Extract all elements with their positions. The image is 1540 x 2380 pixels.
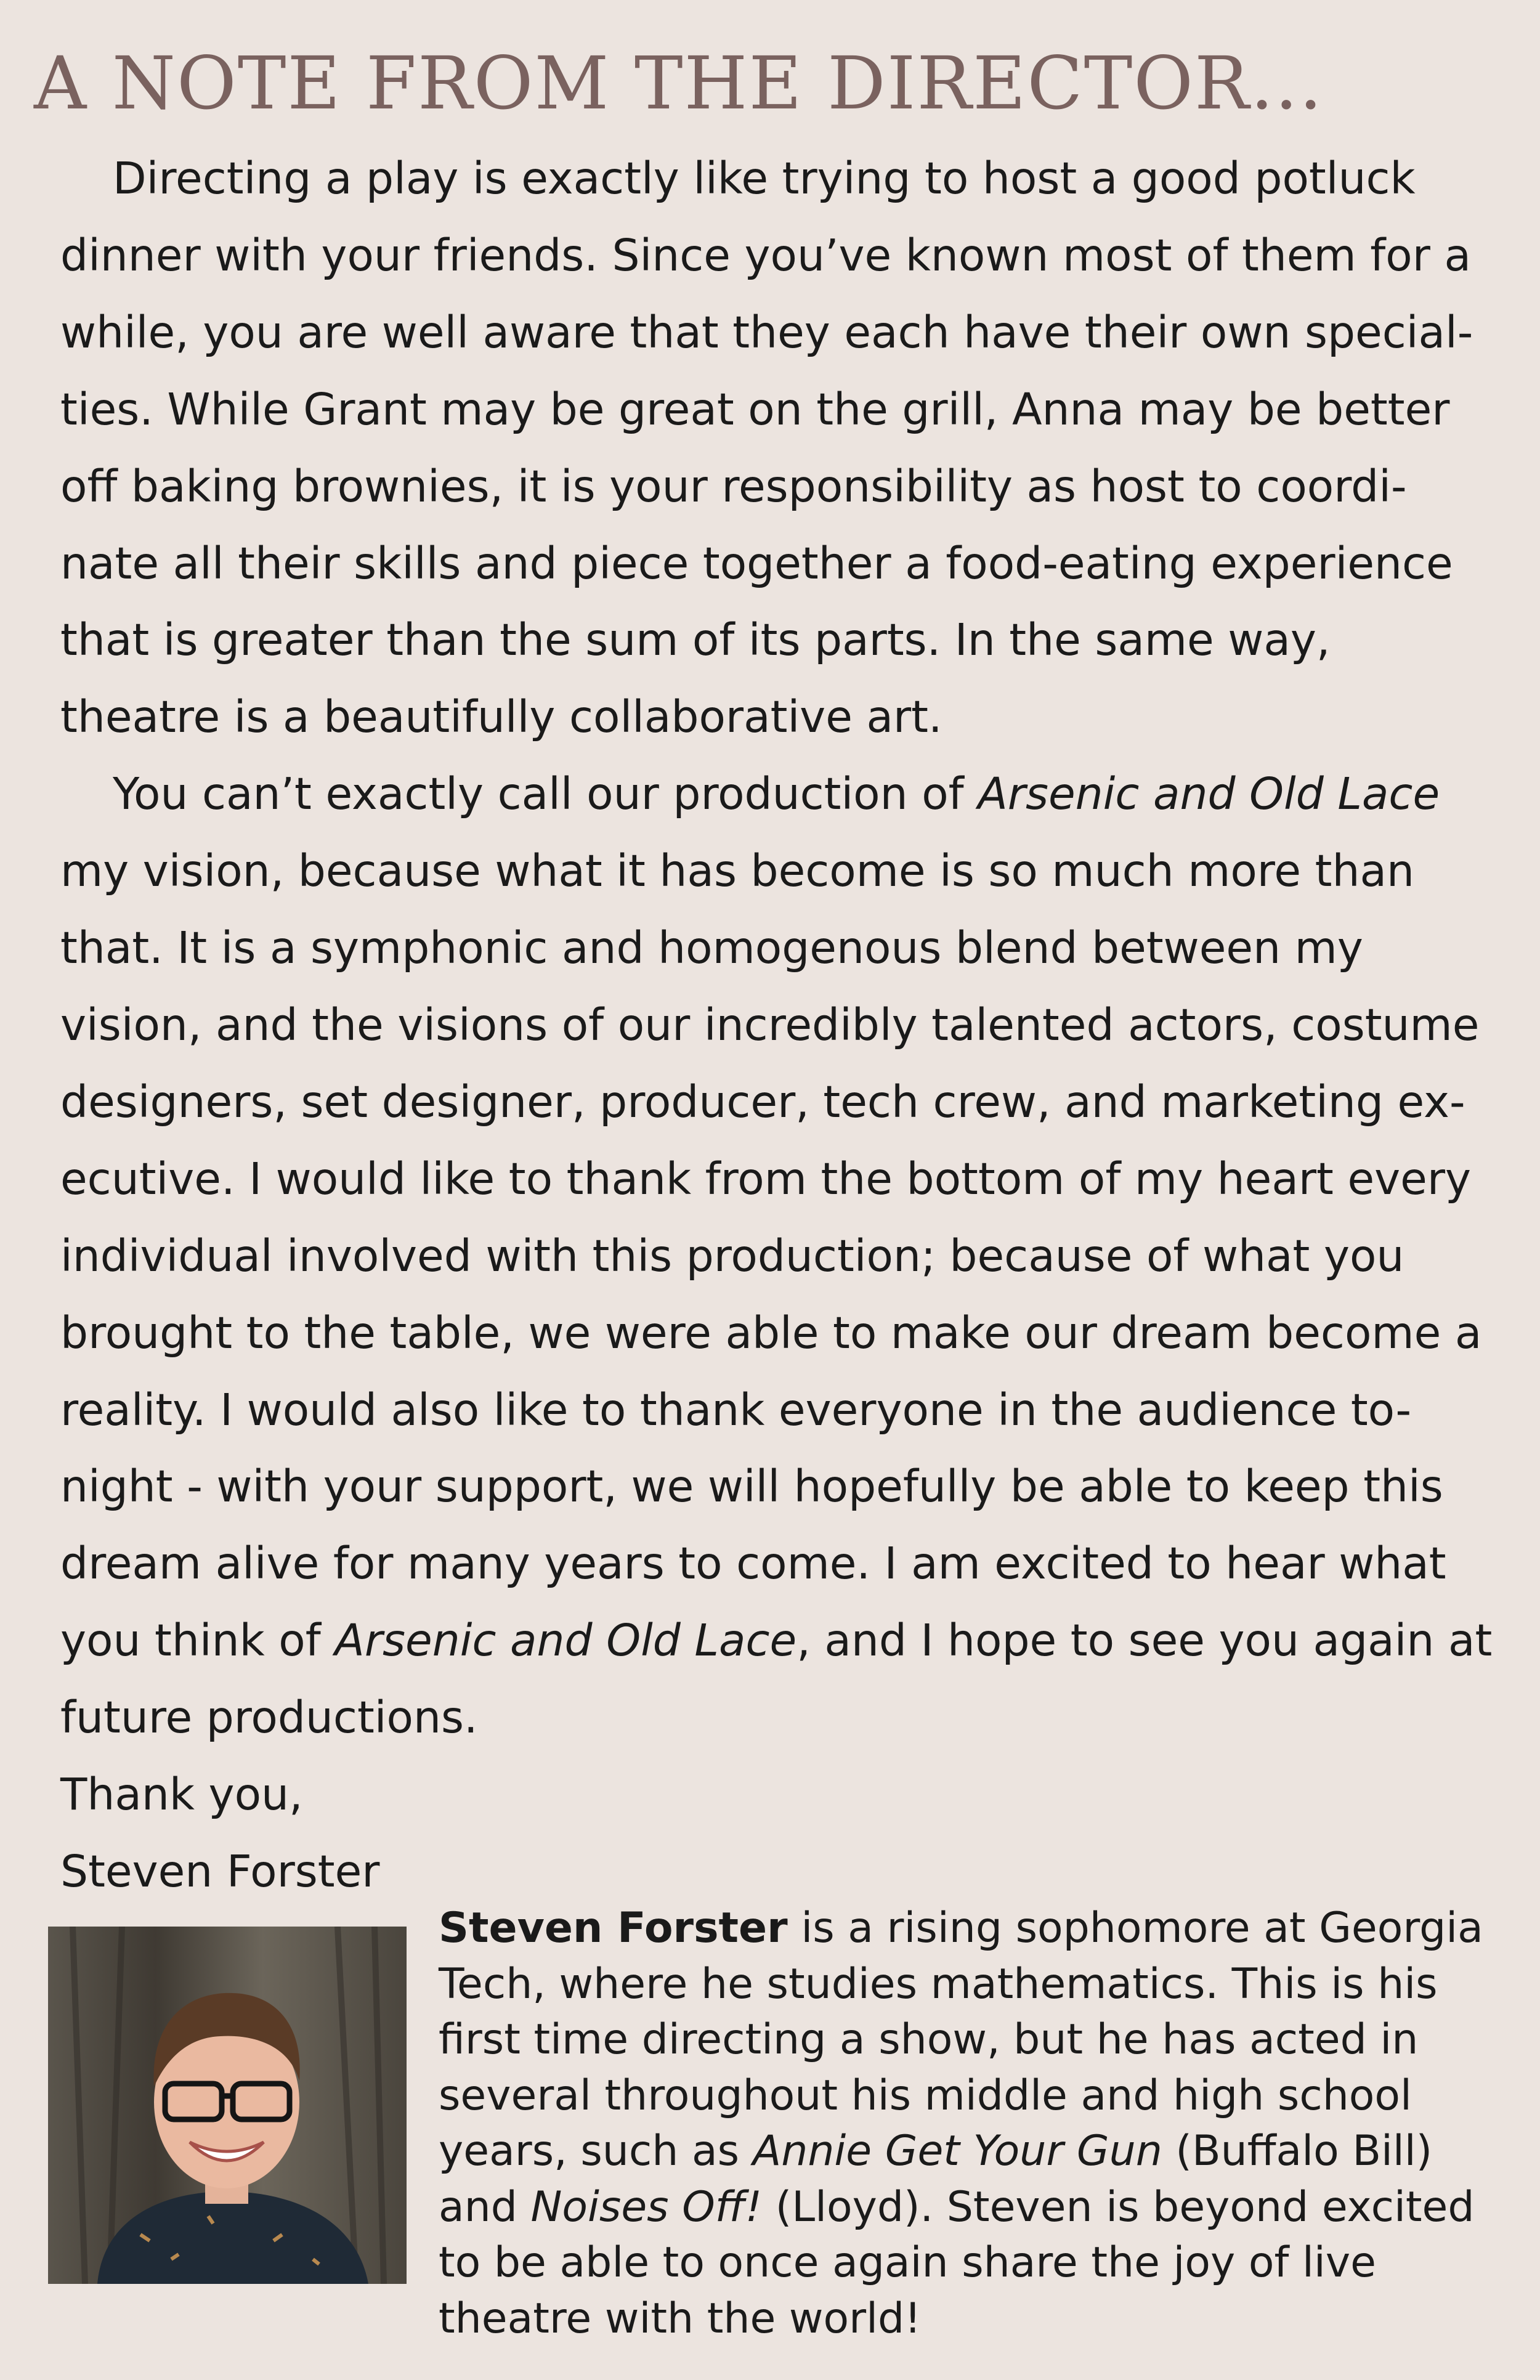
letter-closing: Thank you, [60, 1769, 303, 1821]
show-title: Annie Get Your Gun [752, 2127, 1162, 2175]
letter-text: You can’t exactly call our production of [113, 768, 978, 820]
director-bio [439, 1901, 1510, 2347]
portrait-image [48, 1927, 407, 2284]
bio-name: Steven Forster [439, 1904, 788, 1952]
bio-paragraph [439, 1901, 1510, 2347]
page-title: A NOTE FROM THE DIRECTOR... [34, 41, 1324, 126]
director-letter [60, 140, 1496, 1911]
letter-paragraph-2 [60, 756, 1496, 1757]
letter-paragraph-1: Directing a play is exactly like trying to host a good potluck dinner with your friends. Since you’ve known most of them for a while, you are well aware that they each have their own special-ties. While Grant may be great on the grill, Anna may be better off baking brownies, it is your responsibility as host to coordi-nate all their skills and piece together a food-eating experience that is greater than the sum of its parts. In the same way, theatre is a beautifully collaborative art. [60, 153, 1473, 743]
play-title: Arsenic and Old Lace [978, 768, 1440, 820]
bio-text: is a rising sophomore at Georgia Tech, where he studies mathematics. This is his first time directing a show, but he has acted in several throughout his middle and high school years, such as [439, 1904, 1483, 2175]
letter-text: my vision, because what it has become is so much more than that. It is a symphonic and homogenous blend between my vision, and the visions of our incredibly talented actors, costume designers, set designer, producer, tech crew, and marketing ex-ecutive. I would like to thank from the bottom of my heart every individual involved with this production; because of what you brought to the table, we were able to make our dream become a reality. I would also like to thank everyone in the audience to-night - with your support, we will hopefully be able to keep this dream alive for many years to come. I am excited to hear what you think of [60, 845, 1482, 1667]
letter-signature: Steven Forster [60, 1845, 380, 1897]
director-photo [48, 1927, 407, 2284]
bio-text: (Lloyd). Steven is beyond excited to be able to once again share the joy of live theatre with the world! [439, 2182, 1475, 2343]
letter-text: , and I hope to see you again at future productions. [60, 1615, 1493, 1744]
bio-text: (Buffalo Bill) and [439, 2127, 1433, 2232]
play-title: Arsenic and Old Lace [334, 1615, 797, 1667]
show-title: Noises Off! [530, 2182, 763, 2232]
